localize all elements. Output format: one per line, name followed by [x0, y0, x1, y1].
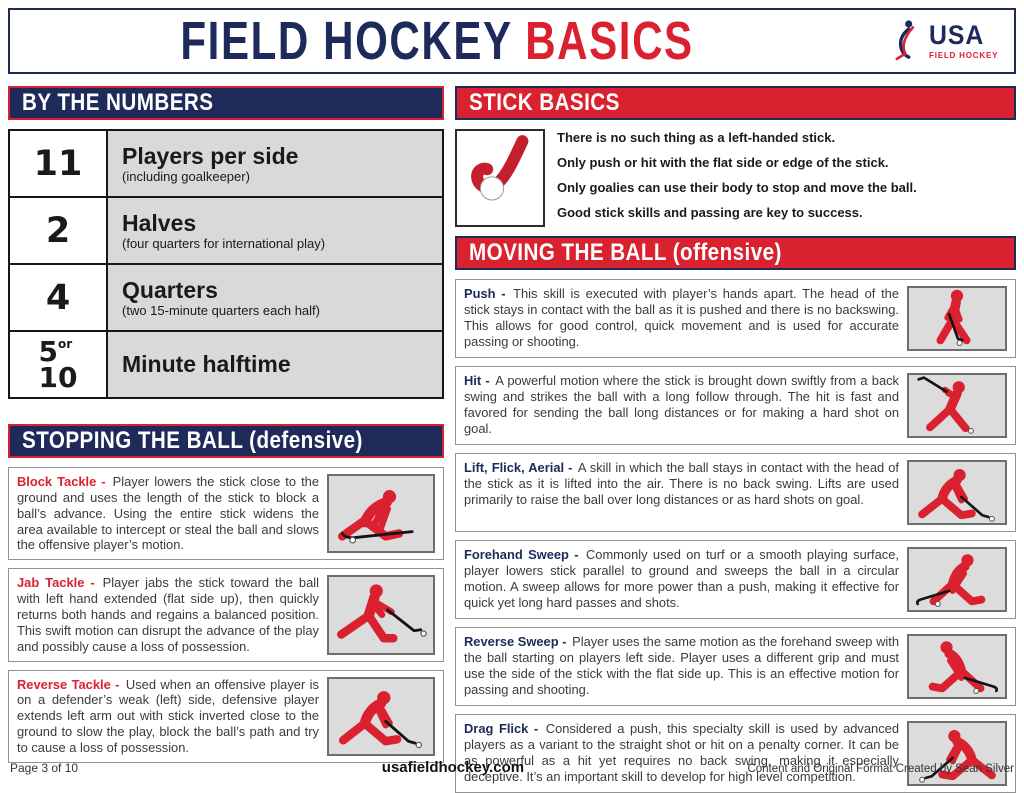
- stick-rule: Only goalies can use their body to stop and move the ball.: [557, 179, 917, 195]
- count-cell: 4: [10, 265, 108, 330]
- section-title: MOVING THE BALL (offensive): [469, 239, 782, 266]
- skill-description: Commonly used on turf or a smooth playing surface, player lowers stick parallel to ground and sweeps the ball in a circular motion. A sweep allows for more power than a push, making it effective for quick yet long hard passes and shots.: [464, 547, 899, 610]
- logo-sub: FIELD HOCKEY: [929, 50, 999, 61]
- skill-item-drag-flick: [455, 714, 1016, 793]
- skill-description: Considered a push, this specialty skill is used by advanced players as a variant to the straight shot or hit on a penalty corner. It can be as powerful as a hit yet requires no back swing, making it especially deceptive. It’s an important skill to develop for high level competition.: [464, 721, 899, 784]
- hit-player-icon: [907, 373, 1007, 438]
- skill-term: Push -: [464, 286, 506, 301]
- stat-title: Players per side: [122, 142, 299, 169]
- stat-title: Minute halftime: [122, 351, 291, 378]
- section-title: STOPPING THE BALL (defensive): [22, 427, 363, 454]
- logo-org: USA: [929, 20, 985, 51]
- skill-item-lift-flick-aerial: [455, 453, 1016, 532]
- stat-title: Halves: [122, 209, 197, 236]
- credit-text: Content and Original Format Created by Sean Silver: [747, 763, 1014, 775]
- push-player-icon: [907, 286, 1007, 351]
- section-moving-the-ball: [455, 236, 1016, 270]
- skill-description: This skill is executed with player’s hands apart. The head of the stick stays in contact with the ball as it is pushed and there is no backswing. This allows for good control, quick movement and is used for accurate passing or shooting.: [464, 286, 900, 349]
- count-top: 5: [38, 334, 58, 368]
- skill-item-block-tackle: [8, 467, 444, 560]
- website-url: usafieldhockey.com: [381, 759, 525, 776]
- skill-item-reverse-sweep: [455, 627, 1016, 706]
- section-title: STICK BASICS: [469, 89, 620, 116]
- stat-title: Quarters: [122, 276, 218, 303]
- page-footer: [10, 759, 1014, 776]
- section-stopping-the-ball: [8, 424, 444, 458]
- stick-rule: There is no such thing as a left-handed stick.: [557, 130, 836, 145]
- skill-term: Lift, Flick, Aerial -: [464, 460, 573, 476]
- stick-and-ball-icon: [455, 129, 545, 227]
- skill-term: Hit -: [464, 373, 490, 389]
- section-by-the-numbers: [8, 86, 444, 120]
- title-primary: FIELD HOCKEY: [180, 11, 512, 71]
- title-accent: BASICS: [525, 11, 694, 71]
- stick-rule: Only push or hit with the flat side or edge of the stick.: [557, 154, 889, 170]
- skill-term: Block Tackle -: [17, 474, 106, 489]
- usa-field-hockey-logo: [890, 15, 1002, 67]
- jab-tackle-player-icon: [327, 575, 435, 654]
- skill-description: Player uses the same motion as the forehand sweep with the ball starting on players left side. Player uses a different grip and must use the side of the stick with the flat side up. This is an effective motion for passing and shooting.: [464, 634, 899, 697]
- stat-note: (including goalkeeper): [122, 168, 250, 184]
- skill-item-push: [455, 279, 1016, 358]
- skill-description: Player jabs the stick toward the ball with left hand extended (flat side up), then quickly returns both hands and regains a balanced position. This swift motion can disrupt the advance of the play and possibly cause a loss of possession.: [17, 575, 319, 654]
- drag-flick-player-icon: [907, 721, 1007, 786]
- count-cell: [10, 332, 108, 397]
- numbers-table: [8, 129, 444, 399]
- stick-basics-content: [455, 129, 1016, 227]
- skill-term: Drag Flick -: [464, 721, 539, 737]
- skill-term: Reverse Tackle -: [17, 676, 120, 692]
- stat-note: (four quarters for international play): [122, 235, 326, 251]
- table-row: [10, 332, 442, 397]
- skill-term: Jab Tackle -: [17, 575, 95, 591]
- skill-item-reverse-tackle: [8, 670, 444, 763]
- count-bottom: 10: [38, 360, 78, 394]
- page-number: Page 3 of 10: [10, 761, 79, 775]
- count-cell: 2: [10, 198, 108, 263]
- count-conj: or: [58, 336, 73, 351]
- skill-term: Reverse Sweep -: [464, 634, 567, 650]
- reverse-tackle-player-icon: [327, 677, 435, 756]
- skill-term: Forehand Sweep -: [464, 547, 579, 563]
- skill-item-forehand-sweep: [455, 540, 1016, 619]
- lift-flick-aerial-player-icon: [907, 460, 1007, 525]
- table-row: [10, 198, 442, 265]
- skill-description: Player lowers the stick close to the ground and uses the length of the stick to block a ball’s advance. Using the entire stick widens the area available to intercept or steal the ball and slows the offensive player’s motion.: [17, 474, 319, 553]
- section-stick-basics: [455, 86, 1016, 120]
- forehand-sweep-player-icon: [907, 547, 1007, 612]
- skill-item-jab-tackle: [8, 568, 444, 661]
- hockey-player-logo-icon: [890, 15, 924, 67]
- reverse-sweep-player-icon: [907, 634, 1007, 699]
- table-row: [10, 265, 442, 332]
- stick-rule: Good stick skills and passing are key to success.: [557, 204, 863, 220]
- page-title: [10, 10, 864, 72]
- block-tackle-player-icon: [327, 474, 435, 553]
- count-cell: 11: [10, 131, 108, 196]
- skill-item-hit: [455, 366, 1016, 445]
- section-title: BY THE NUMBERS: [22, 89, 214, 116]
- skill-description: A skill in which the ball stays in contact with the head of the stick as it is lifted into the air. There is no back swing. Lifts are used primarily to raise the ball over long distances or as hard shots on goal.: [464, 460, 900, 507]
- skill-description: Used when an offensive player is on a defender’s weak (left) side, defensive player extends left arm out with stick inverted close to the ground to slow the play, block the ball’s path and try to cause a loss of possession.: [17, 676, 319, 756]
- table-row: [10, 131, 442, 198]
- stat-note: (two 15-minute quarters each half): [122, 302, 320, 318]
- skill-description: A powerful motion where the stick is brought down swiftly from a back swing and strikes the ball with a long follow through. The hit is fast and favored for sending the ball long distances or for making a hard shot on goal.: [464, 373, 900, 436]
- page-header: [8, 8, 1016, 74]
